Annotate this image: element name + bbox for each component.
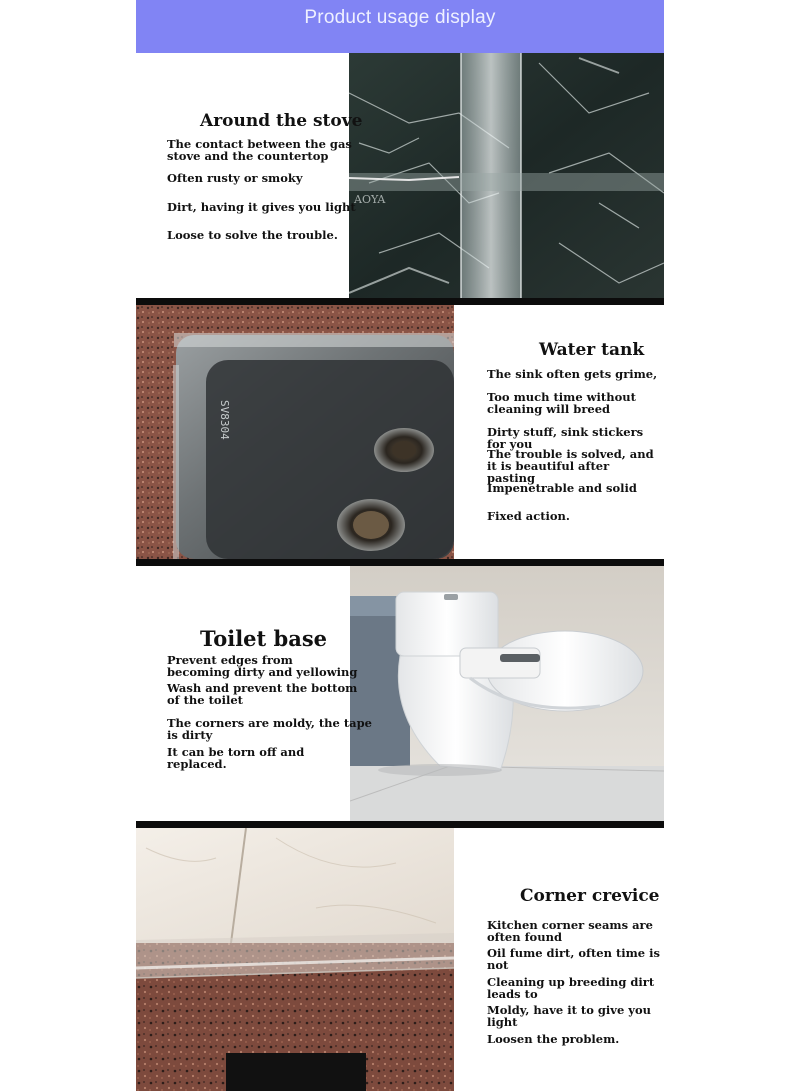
section-corner-crevice bbox=[136, 828, 664, 1091]
sink-stamp: SV8304 bbox=[218, 400, 231, 440]
svg-text:AOYA: AOYA bbox=[354, 193, 386, 206]
section-heading: Around the stove bbox=[200, 111, 363, 131]
section-line: It can be torn off and replaced. bbox=[167, 745, 305, 771]
corner-tile-photo bbox=[136, 828, 454, 1091]
section-line: The sink often gets grime, bbox=[487, 367, 658, 381]
section-heading: Corner crevice bbox=[520, 886, 660, 906]
section-line: Too much time without cleaning will breed bbox=[487, 390, 636, 416]
section-line: Wash and prevent the bottom of the toilet bbox=[167, 681, 358, 707]
section-heading: Toilet base bbox=[200, 626, 328, 651]
section-water-tank bbox=[136, 305, 664, 559]
stove-marble-photo bbox=[349, 53, 664, 298]
section-around-stove bbox=[136, 53, 664, 298]
section-divider bbox=[136, 298, 664, 305]
section-line: Cleaning up breeding dirt leads to bbox=[487, 975, 655, 1001]
section-line: The contact between the gas stove and the countertop bbox=[167, 137, 352, 163]
page-title: Product usage display bbox=[304, 7, 496, 28]
section-line: Loose to solve the trouble. bbox=[167, 228, 338, 242]
section-line: Dirt, having it gives you light bbox=[167, 200, 356, 214]
section-divider bbox=[136, 821, 664, 828]
section-line: Prevent edges from becoming dirty and yellowing bbox=[167, 653, 358, 679]
section-line: Moldy, have it to give you light bbox=[487, 1003, 652, 1029]
section-line: Kitchen corner seams are often found bbox=[487, 918, 653, 944]
product-usage-page bbox=[136, 0, 664, 1091]
page-header bbox=[136, 0, 664, 53]
sink-photo bbox=[136, 305, 454, 559]
section-line: Dirty stuff, sink stickers for you bbox=[487, 425, 644, 451]
section-line: Impenetrable and solid bbox=[487, 481, 637, 495]
section-line: Often rusty or smoky bbox=[167, 171, 303, 185]
toilet-photo bbox=[350, 566, 664, 821]
section-line: The corners are moldy, the tape is dirty bbox=[167, 716, 372, 742]
section-line: Oil fume dirt, often time is not bbox=[487, 946, 660, 972]
section-line: Loosen the problem. bbox=[487, 1032, 620, 1046]
section-heading: Water tank bbox=[539, 340, 645, 360]
section-line: Fixed action. bbox=[487, 509, 570, 523]
section-divider bbox=[136, 559, 664, 566]
section-line: The trouble is solved, and it is beautiful after pasting bbox=[487, 447, 654, 485]
section-toilet-base bbox=[136, 566, 664, 821]
